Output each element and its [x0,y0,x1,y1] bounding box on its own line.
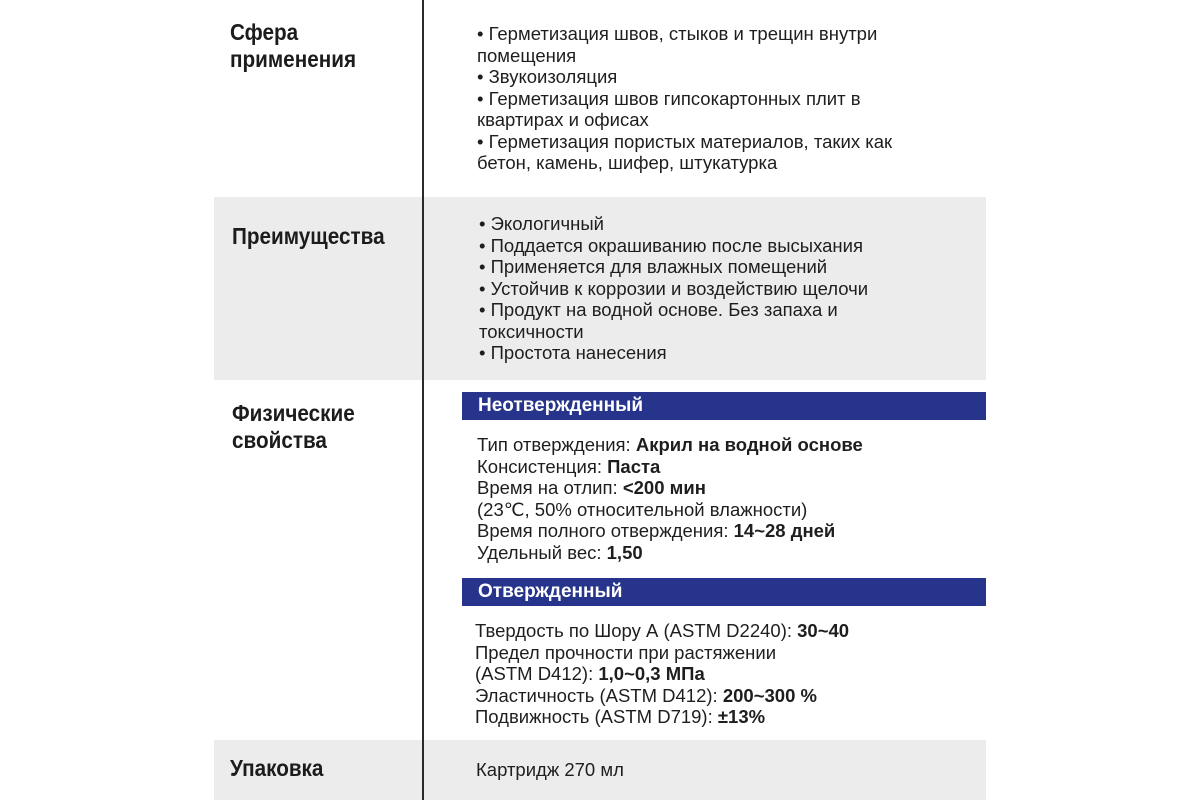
list-item: токсичности [479,320,584,342]
conditions-note: (23℃, 50% относительной влажности) [477,498,808,520]
full-cure-value: 14~28 дней [733,520,836,541]
tensile-row-1: Предел прочности при растяжении [475,641,777,663]
advantages-heading [232,223,385,250]
elasticity-value: 200~300 % [722,684,817,706]
cured-properties [475,620,849,728]
uncured-properties [477,434,863,563]
list-item: • Звукоизоляция [477,66,618,87]
mobility-value: ±13% [717,706,766,727]
mobility-label: Подвижность (ASTM D719): [475,706,718,727]
list-item: квартирах и офисах [477,109,649,130]
packaging-heading [230,755,323,782]
hardness-value: 30~40 [797,620,850,641]
specific-gravity-row [477,542,863,564]
tack-free-value: <200 мин [622,477,706,498]
consistency-label: Консистенция: [477,455,608,477]
physical-heading [232,400,355,454]
cure-type-label: Тип отверждения: [477,434,636,455]
elasticity-label: Эластичность (ASTM D412): [475,684,723,706]
hardness-row [475,620,849,642]
list-item: • Герметизация швов, стыков и трещин внутри [477,23,878,44]
tack-free-row [477,477,863,499]
cure-type-row [477,434,863,456]
application-list [477,23,892,174]
cured-header: Отвержденный [462,578,986,606]
elasticity-row [475,685,849,707]
list-item: • Герметизация швов гипсокартонных плит в [477,87,861,109]
packaging-value-text: Картридж 270 мл [476,759,624,780]
list-item: бетон, камень, шифер, штукатурка [477,152,778,173]
consistency-value: Паста [607,455,661,477]
physical-heading-line-2: свойства [232,427,327,453]
tensile-row-2 [475,663,849,685]
application-heading-line-2: применения [230,46,357,72]
specific-gravity-label: Удельный вес: [477,541,607,563]
column-divider [422,0,424,800]
list-item: помещения [477,44,577,66]
list-item: • Поддается окрашиванию после высыхания [479,234,863,256]
full-cure-row [477,520,863,542]
application-heading [230,19,356,73]
tensile-label: (ASTM D412): [475,663,599,684]
packaging-heading-text: Упаковка [230,755,324,781]
mobility-row [475,706,849,728]
list-item: • Устойчив к коррозии и воздействию щелочи [479,277,869,299]
list-item: • Применяется для влажных помещений [479,256,828,277]
physical-heading-line-1: Физические [232,400,355,426]
full-cure-label: Время полного отверждения: [477,520,734,541]
list-item: • Герметизация пористых материалов, таких как [477,130,893,152]
list-item: • Экологичный [479,213,604,234]
advantages-list [479,213,868,364]
advantages-heading-text: Преимущества [232,223,385,249]
uncured-header: Неотвержденный [462,392,986,420]
tack-free-label: Время на отлип: [477,477,623,498]
application-heading-line-1: Сфера [230,19,299,45]
consistency-row [477,456,863,478]
packaging-value [476,759,624,781]
tensile-value: 1,0~0,3 МПа [598,663,705,684]
list-item: • Простота нанесения [479,342,667,363]
specific-gravity-value: 1,50 [606,541,643,563]
hardness-label: Твердость по Шору А (ASTM D2240): [475,620,798,641]
cure-type-value: Акрил на водной основе [635,434,863,455]
list-item: • Продукт на водной основе. Без запаха и [479,299,838,320]
